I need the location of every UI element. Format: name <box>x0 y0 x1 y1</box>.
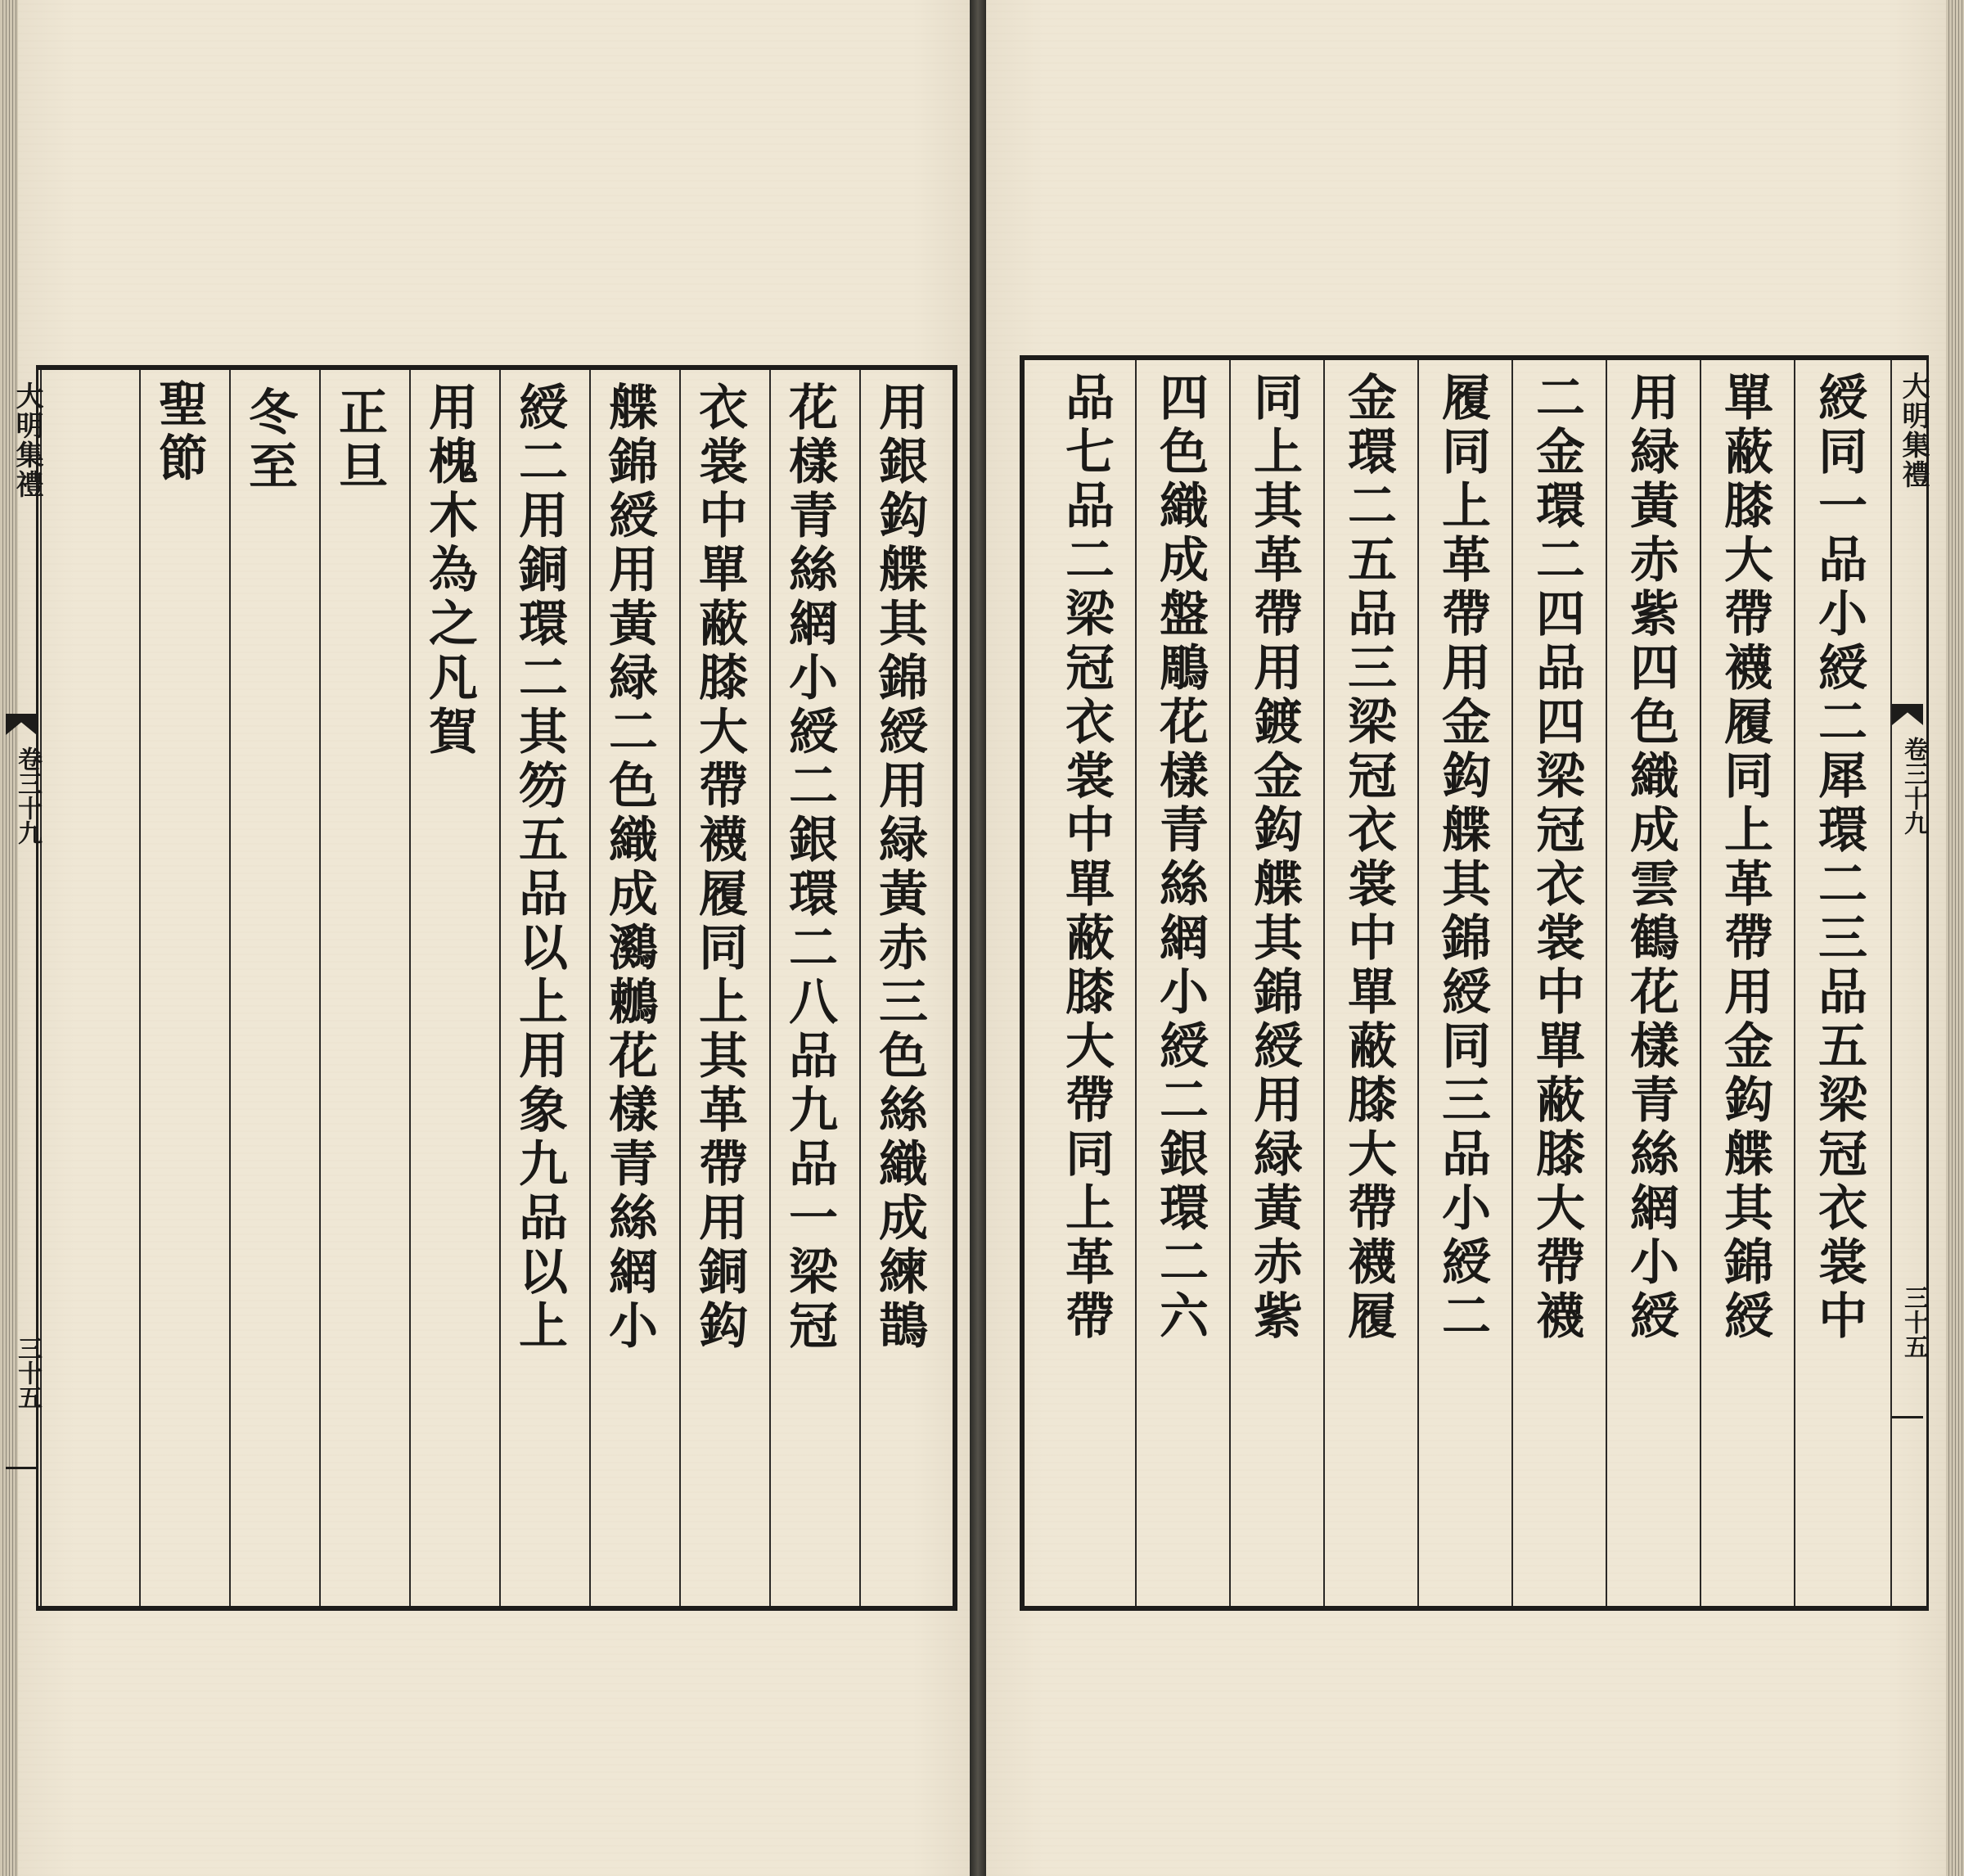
fishtail-icon <box>6 714 37 735</box>
right-margin-strip <box>1890 360 1930 1606</box>
text-column: 四色織成盤鵰花樣青絲網小綬二銀環二六 <box>1151 372 1209 1344</box>
column-rule <box>229 370 231 1606</box>
text-column: 艓錦綬用黃緑二色織成鸂鶒花樣青絲網小 <box>601 381 658 1354</box>
right-margin-volume: 卷三十九 <box>1899 737 1928 835</box>
text-column: 冬至 <box>241 386 298 494</box>
text-column: 花樣青絲網小綬二銀環二八品九品一梁冠 <box>781 381 838 1354</box>
text-column: 二金環二四品四梁冠衣裳中單蔽膝大帶襪 <box>1528 372 1585 1344</box>
column-rule <box>1417 360 1419 1606</box>
text-column: 用緑黃赤紫四色織成雲鶴花樣青絲網小綬 <box>1622 372 1679 1344</box>
column-rule <box>1511 360 1513 1606</box>
left-margin-bar <box>6 1467 37 1469</box>
column-rule <box>319 370 321 1606</box>
left-margin-leaf: 三十五 <box>13 1336 42 1409</box>
column-rule <box>1323 360 1325 1606</box>
left-margin-volume: 卷三十九 <box>13 746 42 845</box>
column-rule <box>679 370 681 1606</box>
right-page <box>986 0 1946 1876</box>
column-rule <box>589 370 591 1606</box>
column-rule <box>409 370 411 1606</box>
column-rule <box>859 370 861 1606</box>
text-column: 履同上革帶用金鈎艓其錦綬同三品小綬二 <box>1434 372 1491 1344</box>
column-rule <box>499 370 501 1606</box>
fishtail-icon <box>1892 704 1923 725</box>
left-margin-title: 大明集禮 <box>11 381 43 499</box>
text-column: 用槐木為之凡賀 <box>421 381 478 760</box>
text-column: 同上其革帶用鍍金鈎艓其錦綬用緑黃赤紫 <box>1246 372 1303 1344</box>
right-page-stack-edge <box>1946 0 1964 1876</box>
text-column: 正旦 <box>331 386 388 494</box>
text-column: 單蔽膝大帶襪履同上革帶用金鈎艓其錦綬 <box>1716 372 1773 1344</box>
left-page <box>11 0 970 1876</box>
text-column: 衣裳中單蔽膝大帶襪履同上其革帶用銅鈎 <box>691 381 748 1354</box>
right-text-frame <box>1020 355 1929 1611</box>
column-rule <box>1135 360 1137 1606</box>
left-margin-strip <box>6 370 42 1606</box>
text-column: 用銀鈎艓其錦綬用緑黃赤三色絲織成練鵲 <box>871 381 928 1354</box>
right-margin-bar <box>1892 1416 1923 1418</box>
column-rule <box>1606 360 1607 1606</box>
book-gutter <box>970 0 986 1876</box>
column-rule <box>1700 360 1701 1606</box>
text-column: 綬二用銅環二其笏五品以上用象九品以上 <box>511 381 568 1354</box>
column-rule <box>769 370 771 1606</box>
column-rule <box>139 370 141 1606</box>
text-column: 聖節 <box>151 378 208 486</box>
text-column: 金環二五品三梁冠衣裳中單蔽膝大帶襪履 <box>1340 372 1397 1344</box>
text-column: 品七品二梁冠衣裳中單蔽膝大帶同上革帶 <box>1057 372 1115 1344</box>
right-margin-title: 大明集禮 <box>1897 372 1930 489</box>
text-column: 綬同一品小綬二犀環二三品五梁冠衣裳中 <box>1810 372 1867 1344</box>
right-margin-leaf: 三十五 <box>1899 1285 1928 1359</box>
column-rule <box>1794 360 1795 1606</box>
column-rule <box>1229 360 1231 1606</box>
left-text-frame <box>11 365 957 1611</box>
